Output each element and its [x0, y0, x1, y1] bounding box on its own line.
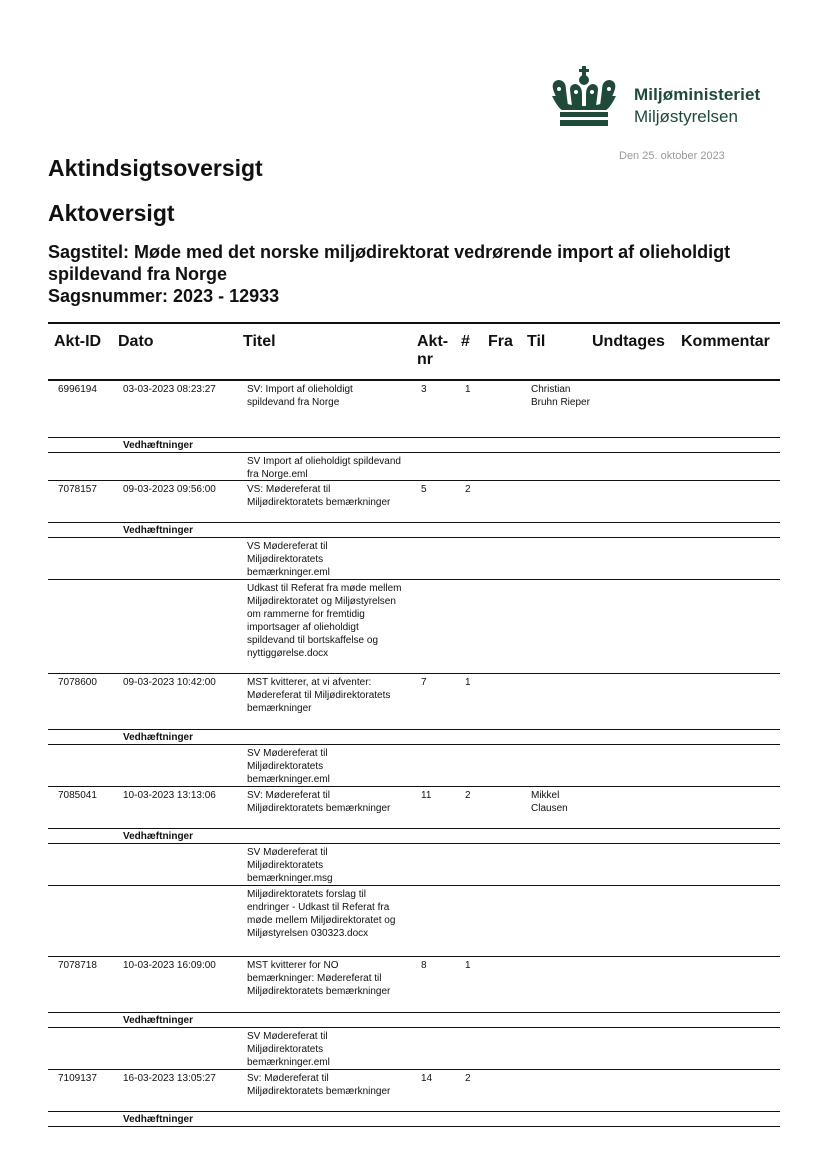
akt-nr-cell: 5	[421, 484, 427, 495]
akt-nr-cell: 7	[421, 677, 427, 688]
attachment-file-name: SV Import af olieholdigt spildevand fra Norge.eml	[247, 456, 401, 480]
document-table	[48, 322, 780, 1168]
attachment-file-name: Udkast til Referat fra møde mellem Miljødirektoratet og Miljøstyrelsen om rammerne for fremtidig importsager af olieholdigt spildevand til bortskaffelse og nyttiggørelse.docx	[247, 583, 402, 659]
attachment-row	[48, 1028, 780, 1070]
attachment-file-name: SV Mødereferat til Miljødirektoratets bemærkninger.eml	[247, 748, 330, 785]
title-cell: MST kvitterer, at vi afventer: Mødereferat til Miljødirektoratets bemærkninger	[247, 677, 391, 714]
title-cell: SV: Import af olieholdigt spildevand fra Norge	[247, 384, 353, 408]
attachment-file-name: VS Mødereferat til Miljødirektoratets bemærkninger.eml	[247, 541, 330, 578]
akt-id-cell: 7085041	[58, 790, 97, 801]
attachment-row	[48, 844, 780, 886]
akt-id-cell: 7078157	[58, 484, 97, 495]
title-cell: VS: Mødereferat til Miljødirektoratets bemærkninger	[247, 484, 391, 508]
attachment-row	[48, 745, 780, 787]
akt-nr-cell: 8	[421, 960, 427, 971]
header-dato: Dato	[118, 333, 154, 350]
header-number: #	[461, 333, 470, 350]
case-info	[48, 241, 748, 307]
attachments-label: Vedhæftninger	[123, 732, 194, 743]
header-akt-id: Akt-ID	[54, 333, 102, 350]
date-cell: 10-03-2023 13:13:06	[123, 790, 216, 801]
table-header	[48, 322, 780, 381]
header-akt-nr	[417, 333, 448, 369]
attachments-header-row	[48, 1112, 780, 1127]
akt-id-cell: 7078718	[58, 960, 97, 971]
case-title: Sagstitel: Møde med det norske miljødirektorat vedrørende import af olieholdigt spildevand fra Norge	[48, 242, 731, 284]
table-row	[48, 381, 780, 438]
date-cell: 09-03-2023 09:56:00	[123, 484, 216, 495]
attachments-label: Vedhæftninger	[123, 1114, 194, 1125]
table-row	[48, 957, 780, 1013]
attachment-row	[48, 538, 780, 580]
date-cell: 09-03-2023 10:42:00	[123, 677, 216, 688]
attachment-file-name: SV Mødereferat til Miljødirektoratets bemærkninger.eml	[247, 1031, 330, 1068]
attachments-header-row	[48, 438, 780, 453]
table-body	[48, 381, 780, 1168]
attachments-label: Vedhæftninger	[123, 1015, 194, 1026]
header-fra: Fra	[488, 333, 513, 350]
header-akt-nr-line1: Akt-	[417, 333, 449, 350]
number-cell: 1	[465, 677, 471, 688]
case-number: Sagsnummer: 2023 - 12933	[48, 286, 280, 306]
number-cell: 2	[465, 1073, 471, 1084]
attachments-header-row	[48, 829, 780, 844]
attachments-header-row	[48, 730, 780, 745]
attachment-row	[48, 886, 780, 957]
akt-id-cell: 7109137	[58, 1073, 97, 1084]
crown-icon	[548, 66, 620, 128]
akt-id-cell: 7078600	[58, 677, 97, 688]
table-row	[48, 787, 780, 829]
number-cell: 1	[465, 384, 471, 395]
attachment-row	[48, 580, 780, 674]
attachments-header-row	[48, 1013, 780, 1028]
akt-nr-cell: 14	[421, 1073, 433, 1084]
attachments-label: Vedhæftninger	[123, 440, 194, 451]
table-row	[48, 674, 780, 730]
number-cell: 1	[465, 960, 471, 971]
number-cell: 2	[465, 790, 471, 801]
til-cell: Mikkel Clausen	[531, 790, 568, 814]
attachments-header-row	[48, 523, 780, 538]
document-date: Den 25. oktober 2023	[619, 150, 725, 162]
table-row	[48, 1070, 780, 1112]
logo-ministry-name: Miljøministeriet	[634, 85, 761, 104]
logo-agency-name: Miljøstyrelsen	[634, 107, 738, 126]
page-bottom-margin	[0, 1129, 827, 1169]
title-cell: SV: Mødereferat til Miljødirektoratets bemærkninger	[247, 790, 391, 814]
date-cell: 16-03-2023 13:05:27	[123, 1073, 216, 1084]
date-cell: 10-03-2023 16:09:00	[123, 960, 216, 971]
date-cell: 03-03-2023 08:23:27	[123, 384, 216, 395]
header-akt-nr-line2: nr	[417, 351, 433, 368]
attachment-file-name: SV Mødereferat til Miljødirektoratets bemærkninger.msg	[247, 847, 333, 884]
page-title: Aktindsigtsoversigt	[48, 155, 263, 181]
attachments-label: Vedhæftninger	[123, 831, 194, 842]
header-kommentar: Kommentar	[681, 333, 770, 350]
header-til: Til	[527, 333, 546, 350]
title-cell: Sv: Mødereferat til Miljødirektoratets bemærkninger	[247, 1073, 391, 1097]
table-row	[48, 481, 780, 523]
til-cell: Christian Bruhn Rieper	[531, 384, 590, 408]
title-cell: MST kvitterer for NO bemærkninger: Mødereferat til Miljødirektoratets bemærkninger	[247, 960, 391, 997]
akt-nr-cell: 11	[421, 790, 432, 801]
akt-nr-cell: 3	[421, 384, 427, 395]
attachment-file-name: Miljødirektoratets forslag til endringer - Udkast til Referat fra møde mellem Miljødirektoratet og Miljøstyrelsen 030323.docx	[247, 889, 396, 939]
header-undtages: Undtages	[592, 333, 665, 350]
section-title: Aktoversigt	[48, 200, 175, 226]
ministry-logo	[548, 66, 788, 130]
attachments-label: Vedhæftninger	[123, 525, 194, 536]
header-titel: Titel	[243, 333, 276, 350]
number-cell: 2	[465, 484, 471, 495]
akt-id-cell: 6996194	[58, 384, 97, 395]
attachment-row	[48, 453, 780, 481]
